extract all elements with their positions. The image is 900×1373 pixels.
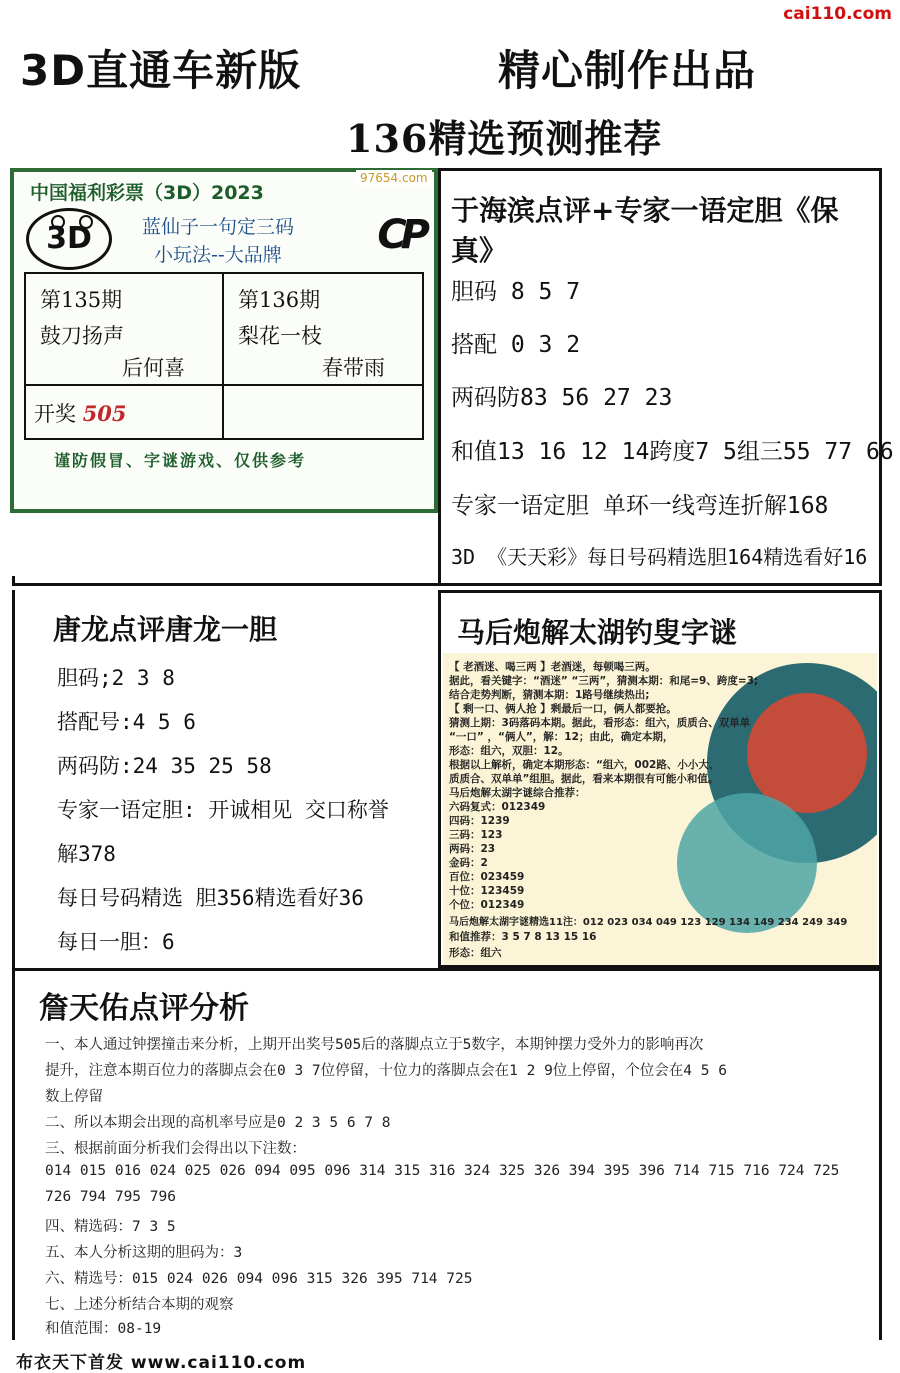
lottery-grid	[24, 272, 424, 440]
tang-line: 解378	[57, 842, 116, 866]
lottery-3d-logo: 3D	[26, 208, 112, 270]
riddle-line: 据此，看关键字：“酒迷” “三两”，猜测本期：和尾=9、跨度=3;	[449, 675, 759, 687]
riddle-line: 形态：组六，双胆：12。	[449, 745, 569, 757]
prev-poem-2: 后何喜	[122, 356, 185, 380]
next-issue: 第136期	[238, 288, 321, 312]
lottery-footnote: 谨防假冒、字谜游戏、仅供参考	[54, 451, 307, 470]
tang-line: 每日一胆：6	[57, 930, 175, 954]
yu-line: 两码防83 56 27 23	[451, 385, 673, 411]
riddle-line: 六码复式：012349	[449, 801, 546, 813]
yu-haibin-panel	[438, 168, 894, 586]
riddle-image	[443, 653, 877, 965]
riddle-line: 猜测上期：3码落码本期。据此，看形态：组六，质质合、双单单	[449, 717, 751, 729]
zhan-line: 五、本人分析这期的胆码为：3	[45, 1245, 243, 1261]
yu-line: 胆码 8 5 7	[451, 279, 581, 305]
footer-source: 布衣天下首发 www.cai110.com	[16, 1353, 307, 1373]
yu-line: 3D 《天天彩》每日号码精选胆164精选看好16	[451, 545, 868, 569]
lottery-site-label: 97654.com	[356, 170, 432, 186]
zhan-line: 一、本人通过钟摆撞击来分析，上期开出奖号505后的落脚点立于5数字，本期钟摆力受外力的影响再次	[45, 1037, 704, 1053]
draw-result-value: 505	[82, 401, 127, 426]
tang-line: 两码防:24 35 25 58	[57, 754, 272, 778]
tang-line: 搭配号:4 5 6	[57, 710, 196, 734]
tang-long-panel	[12, 590, 439, 968]
zhan-line: 三、根据前面分析我们会得出以下注数：	[45, 1141, 306, 1157]
ma-houpao-title: 马后炮解太湖钓叟字谜	[457, 616, 738, 649]
riddle-line: “一口” ，“俩人”，解：12；由此，确定本期，	[449, 731, 674, 743]
yu-line: 搭配 0 3 2	[451, 332, 581, 358]
tang-line: 胆码;2 3 8	[57, 666, 175, 690]
zhan-line: 六、精选号：015 024 026 094 096 315 326 395 714 725	[45, 1271, 473, 1287]
riddle-line: 三码：123	[449, 829, 503, 841]
ma-houpao-panel	[438, 590, 882, 968]
riddle-line: 马后炮解太湖字谜精选11注：012 023 034 049 123 129 134 149 234 249 349	[449, 917, 848, 928]
riddle-line: 个位：012349	[449, 899, 525, 911]
zhan-line: 014 015 016 024 025 026 094 095 096 314 315 316 324 325 326 394 395 396 714 715 716 724 725	[45, 1163, 840, 1179]
zhan-line: 726 794 795 796	[45, 1189, 176, 1205]
header-title-right: 精心制作出品	[498, 46, 757, 95]
lottery-card-title: 中国福利彩票（3D）2023	[30, 182, 264, 204]
riddle-line: 十位：123459	[449, 885, 525, 897]
zhan-line: 提升，注意本期百位力的落脚点会在0 3 7位停留，十位力的落脚点会在1 2 9位上停留，个位会在4 5 6	[45, 1063, 727, 1079]
header-title-left: 3D直通车新版	[20, 46, 302, 95]
header-subtitle: 136精选预测推荐	[346, 116, 663, 161]
yu-line: 和值13 16 12 14跨度7 5组三55 77 66	[451, 439, 894, 465]
riddle-line: 质质合、双单单”组胆。据此，看来本期很有可能小和值。	[449, 773, 719, 785]
prev-poem-1: 鼓刀扬声	[40, 324, 124, 348]
riddle-line: 【 老酒迷、喝三两 】老酒迷，每顿喝三两。	[449, 661, 656, 673]
riddle-line: 和值推荐：3 5 7 8 13 15 16	[449, 931, 597, 943]
riddle-line: 金码：2	[449, 857, 488, 869]
yu-line: 专家一语定胆 单环一线弯连折解168	[451, 493, 829, 519]
lottery-card	[10, 168, 438, 513]
divider-left	[12, 576, 438, 586]
cp-logo-icon: CP	[377, 212, 424, 258]
zhan-tianyou-panel	[12, 968, 882, 1340]
zhan-tianyou-title: 詹天佑点评分析	[39, 991, 249, 1026]
riddle-line: 形态：组六	[449, 947, 502, 959]
zhan-line: 二、所以本期会出现的高机率号应是0 2 3 5 6 7 8	[45, 1115, 391, 1131]
zhan-line: 七、上述分析结合本期的观察	[45, 1297, 234, 1313]
site-watermark: cai110.com	[783, 4, 892, 24]
riddle-line: 马后炮解太湖字谜综合推荐：	[449, 787, 586, 799]
tang-line: 每日号码精选 胆356精选看好36	[57, 886, 364, 910]
prev-issue: 第135期	[40, 288, 123, 312]
zhan-line: 和值范围：08-19	[45, 1321, 162, 1337]
tang-line: 专家一语定胆: 开诚相见 交口称誉	[57, 798, 389, 822]
riddle-line: 百位：023459	[449, 871, 525, 883]
riddle-line: 四码：1239	[449, 815, 510, 827]
riddle-line: 【 剩一口、俩人抢 】剩最后一口，俩人都要抢。	[449, 703, 677, 715]
draw-result: 开奖 505	[34, 401, 127, 426]
next-poem-2: 春带雨	[322, 356, 385, 380]
riddle-line: 两码：23	[449, 843, 496, 855]
zhan-line: 四、精选码：7 3 5	[45, 1219, 176, 1235]
lottery-slogan-2: 小玩法--大品牌	[154, 244, 282, 266]
riddle-line: 结合走势判断，猜测本期：1路号继续热出;	[449, 689, 650, 701]
tang-long-title: 唐龙点评唐龙一胆	[53, 613, 278, 646]
yu-haibin-title: 于海滨点评+专家一语定胆《保真》	[451, 194, 839, 267]
riddle-line: 根据以上解析，确定本期形态：“组六，002路、小小大、	[449, 759, 720, 771]
zhan-line: 数上停留	[45, 1089, 103, 1105]
lottery-slogan-1: 蓝仙子一句定三码	[142, 216, 295, 238]
next-poem-1: 梨花一枝	[238, 324, 322, 348]
